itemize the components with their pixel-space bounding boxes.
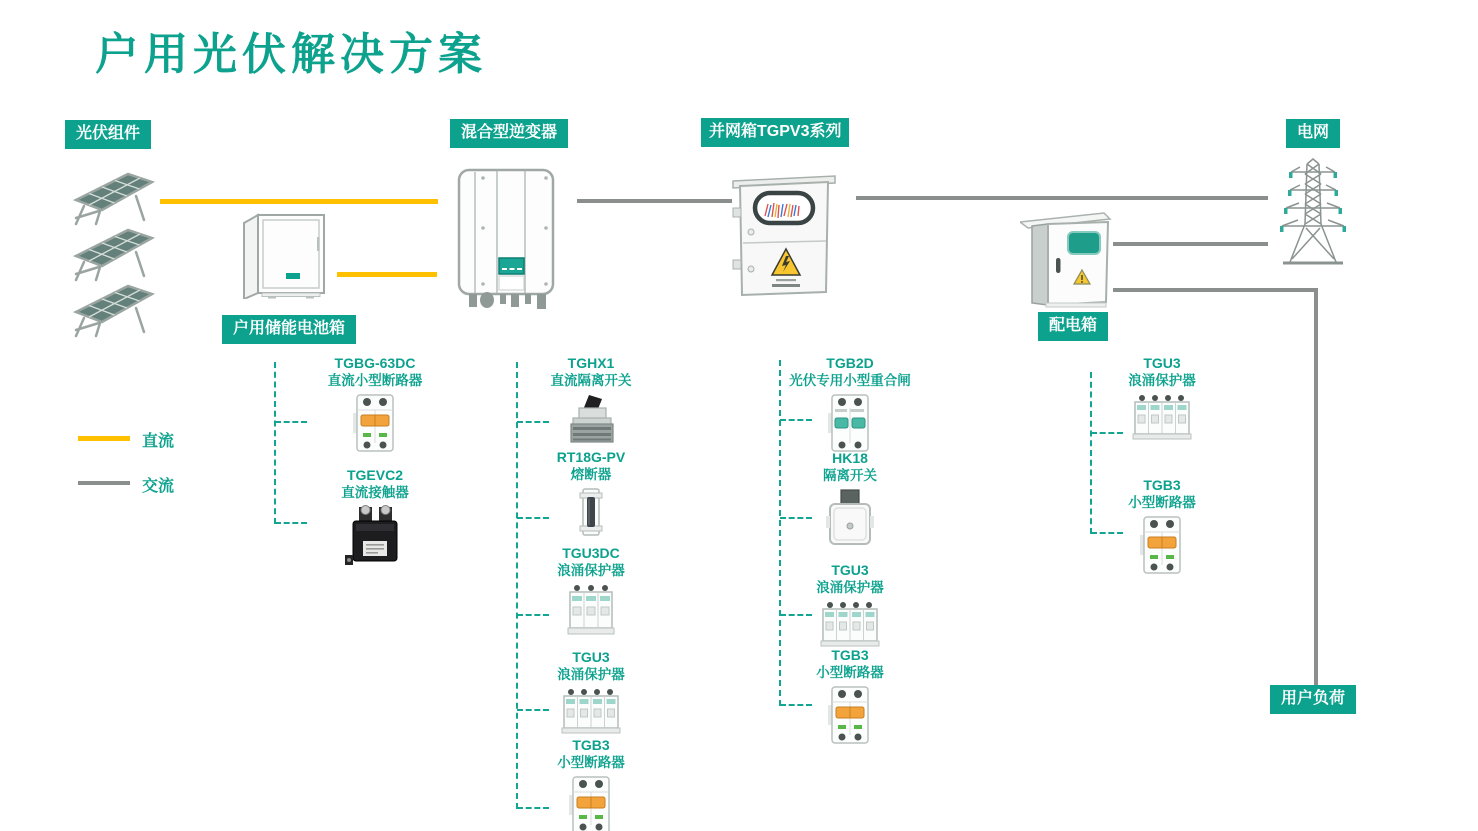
mcb-product-image <box>567 775 615 831</box>
mcb-product-image <box>826 685 874 745</box>
component-model: TGB3 <box>1143 477 1181 493</box>
component-tgu3-distbox <box>1087 355 1237 441</box>
dc-line-pv-to-inverter <box>160 199 438 204</box>
solar-panel-icon <box>66 222 158 284</box>
badge-grid-connection-box: 并网箱TGPV3系列 <box>701 118 849 147</box>
component-name: 浪涌保护器 <box>1128 372 1196 388</box>
isolating-switch-product-image <box>824 488 876 548</box>
component-tgbg63dc <box>300 355 450 453</box>
ac-line-distbox-to-load-horizontal <box>1113 288 1318 292</box>
legend-ac-label: 交流 <box>142 478 175 495</box>
badge-hybrid-inverter: 混合型逆变器 <box>450 119 568 148</box>
ac-line-distbox-to-load-vertical <box>1314 288 1318 685</box>
component-hk18 <box>775 450 925 548</box>
battery-cabinet-image <box>238 209 330 299</box>
component-tgb2d <box>775 355 925 453</box>
badge-user-load: 用户负荷 <box>1270 685 1356 714</box>
component-model: TGBG-63DC <box>334 355 416 371</box>
component-model: TGU3 <box>572 649 610 665</box>
dc-isolator-product-image <box>560 393 622 445</box>
fuse-holder-product-image <box>576 487 606 537</box>
component-tgu3-inverter <box>516 649 666 735</box>
component-name: 浪涌保护器 <box>557 562 625 578</box>
dc-line-battery-to-inverter <box>337 272 437 277</box>
pv-recloser-product-image <box>826 393 874 453</box>
component-model: TGU3DC <box>562 545 620 561</box>
grid-connection-box-image <box>731 166 837 298</box>
spd-4pole-product-image <box>1131 393 1193 441</box>
legend-dc-label: 直流 <box>142 433 175 450</box>
component-name: 直流接触器 <box>341 484 409 500</box>
solar-panel-icon <box>66 166 158 228</box>
legend-dc-line-sample <box>78 436 130 441</box>
spd-3pole-product-image <box>564 583 618 637</box>
page-title: 户用光伏解决方案 <box>95 30 487 79</box>
legend-ac-line-sample <box>78 481 130 485</box>
ac-line-distbox-to-grid <box>1113 242 1268 246</box>
component-model: RT18G-PV <box>556 449 626 465</box>
solar-panel-icon <box>66 278 158 340</box>
component-model: TGB3 <box>831 647 869 663</box>
component-model: TGB3 <box>572 737 610 753</box>
badge-pv-modules: 光伏组件 <box>65 120 151 149</box>
component-model: TGU3 <box>1143 355 1181 371</box>
component-tgevc2 <box>300 467 450 567</box>
component-model: TGU3 <box>831 562 869 578</box>
dc-contactor-product-image <box>343 505 407 567</box>
component-name: 浪涌保护器 <box>816 579 884 595</box>
transmission-tower-icon <box>1278 158 1348 268</box>
component-name: 隔离开关 <box>823 467 877 483</box>
component-model: TGB2D <box>826 355 874 371</box>
badge-storage-battery-box: 户用储能电池箱 <box>222 315 356 344</box>
component-name: 小型断路器 <box>557 754 625 770</box>
badge-power-grid: 电网 <box>1286 119 1340 148</box>
badge-distribution-box: 配电箱 <box>1038 312 1108 341</box>
component-name: 直流隔离开关 <box>550 372 632 388</box>
component-model: TGHX1 <box>567 355 615 371</box>
inverter-cabinet-image <box>453 166 559 312</box>
spd-4pole-product-image <box>560 687 622 735</box>
component-model: HK18 <box>832 450 868 466</box>
component-name: 浪涌保护器 <box>557 666 625 682</box>
component-rt18gpv <box>516 449 666 537</box>
dc-mcb-product-image <box>351 393 399 453</box>
component-tgu3-gridbox <box>775 562 925 648</box>
component-name: 小型断路器 <box>1128 494 1196 510</box>
component-model: TGEVC2 <box>346 467 403 483</box>
ac-line-inverter-to-gridbox <box>577 199 732 203</box>
mcb-product-image <box>1138 515 1186 575</box>
component-tgb3-distbox <box>1087 477 1237 575</box>
component-name: 光伏专用小型重合闸 <box>789 372 911 388</box>
component-tghx1 <box>516 355 666 445</box>
battery-column-connector <box>274 362 276 524</box>
ac-line-gridbox-to-grid <box>856 196 1268 200</box>
component-tgb3-inverter <box>516 737 666 831</box>
component-tgb3-gridbox <box>775 647 925 745</box>
component-name: 直流小型断路器 <box>327 372 423 388</box>
distribution-box-image <box>1020 208 1112 308</box>
component-name: 小型断路器 <box>816 664 884 680</box>
component-name: 熔断器 <box>570 466 612 482</box>
component-tgu3dc <box>516 545 666 637</box>
spd-4pole-product-image <box>819 600 881 648</box>
